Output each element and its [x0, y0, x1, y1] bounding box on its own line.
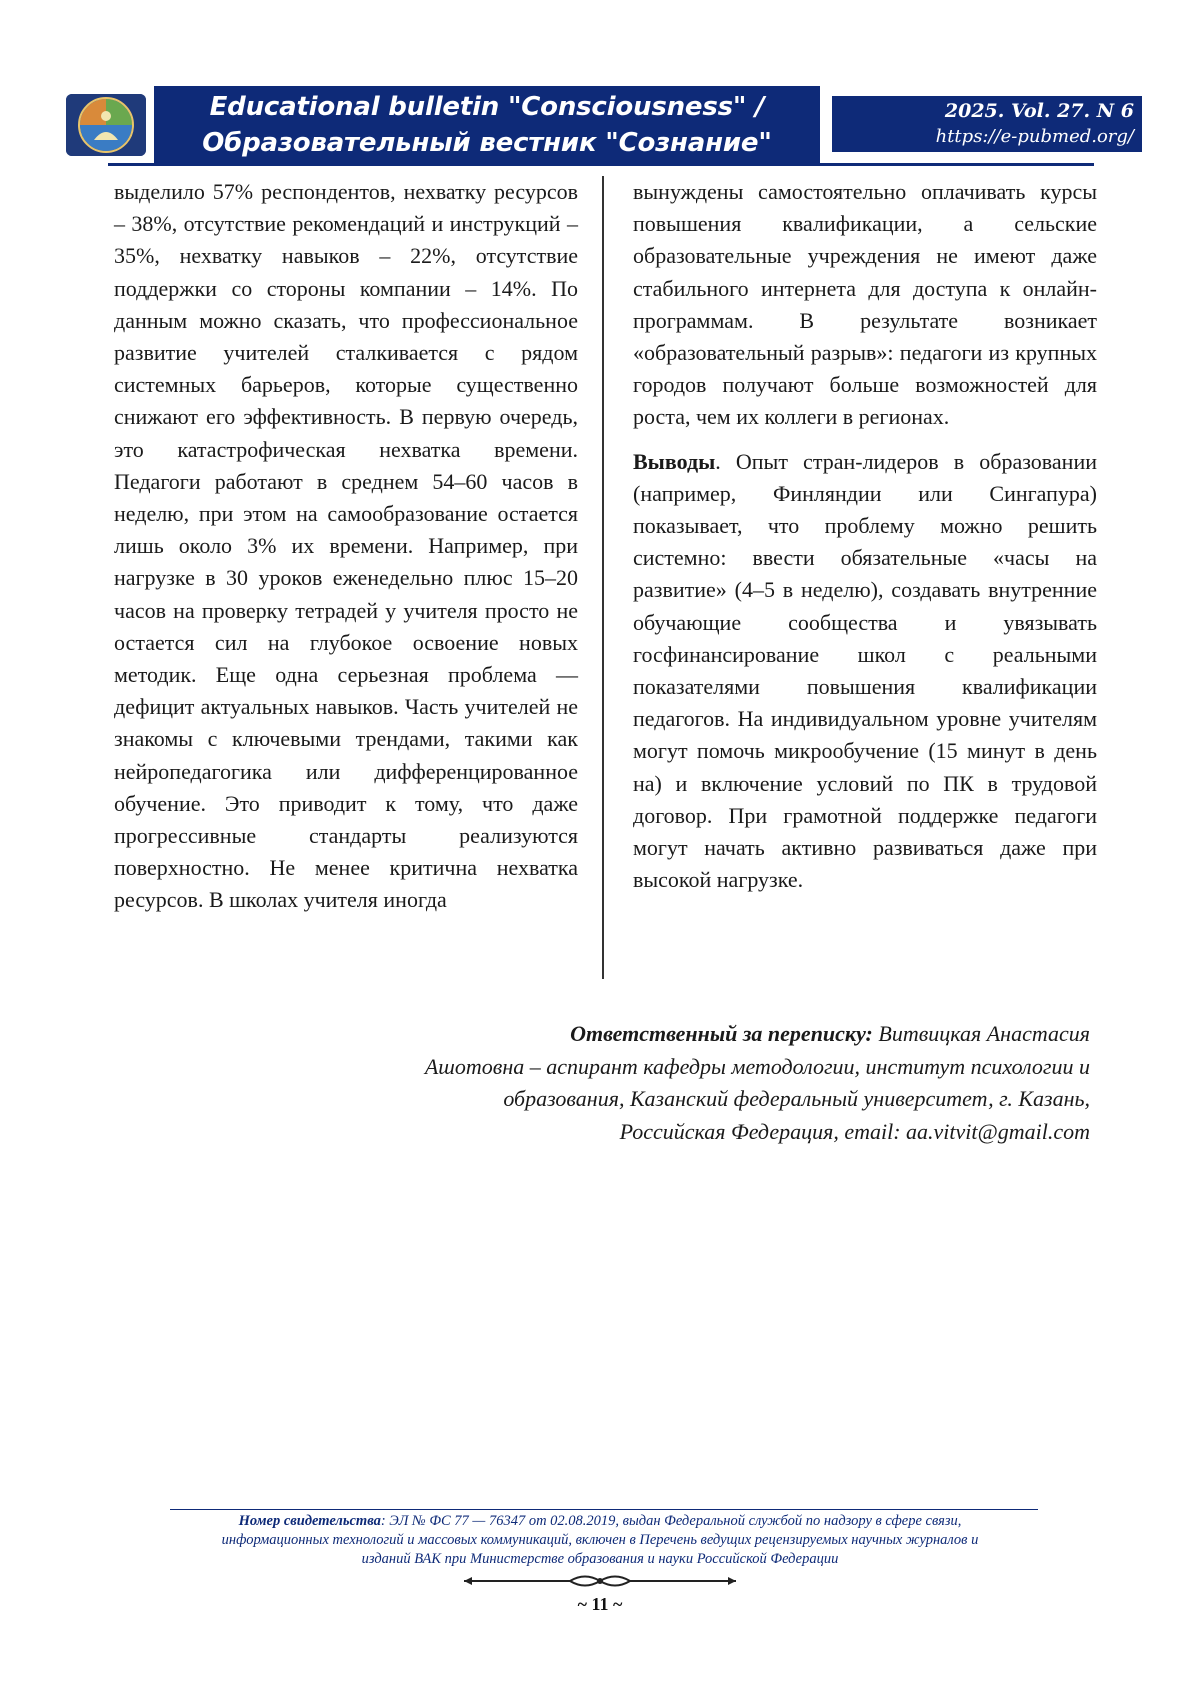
correspondence-block [330, 1018, 1090, 1148]
conclusion-label: Выводы [633, 448, 716, 474]
conclusion-text: . Опыт стран-лидеров в образовании (например, Финляндии или Сингапура) показывает, что проблему можно решить системно: ввести обязательные «часы на развитие» (4–5 в неделю), создавать внутренние обучающие сообщества и увязывать госфинансирование школ с реальными показателями повышения квалификации педагогов. На индивидуальном уровне учителям могут помочь микрообучение (15 минут в день на) и включение условий по ПК в трудовой договор. При грамотной поддержке педагоги могут начать активно развиваться даже при высокой нагрузке. [633, 448, 1097, 893]
correspondence-line3: образования, Казанский федеральный университет, г. Казань, [503, 1086, 1090, 1111]
footer-certificate [160, 1512, 1040, 1569]
header-divider [108, 163, 1094, 166]
column-divider [602, 176, 604, 979]
journal-logo-icon [66, 94, 146, 156]
issue-info [832, 96, 1142, 152]
journal-title-en: Educational bulletin "Consciousness" / [209, 92, 765, 122]
left-column-text: выделило 57% респондентов, нехватку ресурсов – 38%, отсутствие рекомендаций и инструкций – 35%, нехватку навыков – 22%, отсутствие поддержки со стороны компании – 14%. По данным можно сказать, что профессиональное развитие учителей сталкивается с рядом системных барьеров, которые существенно снижают его эффективность. В первую очередь, это катастрофическая нехватка времени. Педагоги работают в среднем 54–60 часов в неделю, при этом на самообразование остается лишь около 3% их времени. Например, при нагрузке в 30 уроков еженедельно плюс 15–20 часов на проверку тетрадей у учителя просто не остается сил на глубокое освоение новых методик. Еще одна серьезная проблема — дефицит актуальных навыков. Часть учителей не знакомы с ключевыми трендами, такими как нейропедагогика или дифференцированное обучение. Это приводит к тому, что даже прогрессивные стандарты реализуются поверхностно. Не менее критична нехватка ресурсов. В школах учителя иногда [114, 179, 578, 913]
footer-line3: изданий ВАК при Министерстве образования и науки Российской Федерации [361, 1551, 839, 1567]
issue-volume: 2025. Vol. 27. N 6 [944, 100, 1134, 122]
footer-line1: : ЭЛ № ФС 77 — 76347 от 02.08.2019, выдан Федеральной службой по надзору в сфере связи, [380, 1513, 962, 1529]
correspondence-line4: Российская Федерация, email: aa.vitvit@gmail.com [619, 1118, 1090, 1144]
right-column [633, 176, 1097, 896]
right-column-text: вынуждены самостоятельно оплачивать курсы повышения квалификации, а сельские образовательные учреждения не имеют даже стабильного интернета для доступа к онлайн-программам. В результате возникает «образовательный разрыв»: педагоги из крупных городов получают больше возможностей для роста, чем их коллеги в регионах. [633, 179, 1097, 430]
correspondence-line2: Ашотовна – аспирант кафедры методологии, институт психологии и [424, 1053, 1090, 1079]
footer-label: Номер свидетельства [238, 1513, 381, 1529]
journal-url[interactable]: https://e-pubmed.org/ [935, 126, 1134, 147]
conclusion-paragraph [633, 446, 1097, 897]
ornament-divider-icon [460, 1572, 740, 1590]
journal-title-ru: Образовательный вестник "Сознание" [202, 128, 772, 158]
footer-divider [170, 1509, 1038, 1510]
footer-line2: информационных технологий и массовых коммуникаций, включен в Перечень ведущих рецензируемых научных журналов и [221, 1532, 979, 1548]
journal-title [154, 86, 820, 164]
correspondence-name: Витвицкая Анастасия [878, 1021, 1090, 1046]
page-number: ~ 11 ~ [577, 1594, 623, 1614]
left-column [114, 176, 578, 917]
correspondence-label: Ответственный за переписку: [570, 1021, 873, 1046]
